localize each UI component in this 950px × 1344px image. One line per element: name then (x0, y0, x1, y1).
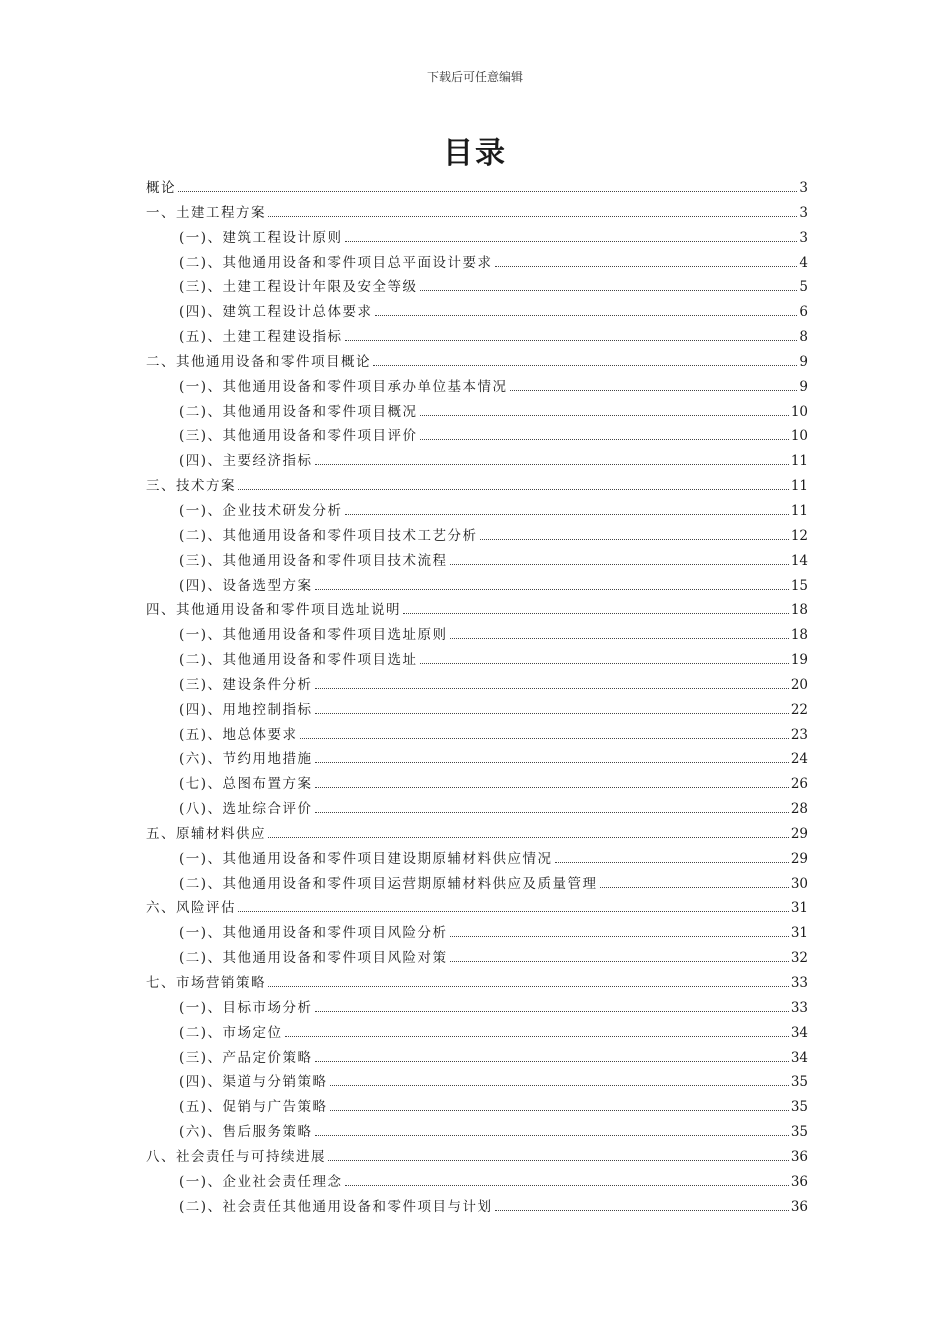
toc-entry[interactable] (146, 747, 808, 772)
toc-entry-label: (二)、其他通用设备和零件项目概况 (179, 403, 418, 420)
toc-dot-leader (345, 514, 789, 515)
toc-entry-label: (四)、主要经济指标 (179, 453, 313, 470)
toc-entry[interactable] (146, 648, 808, 673)
toc-dot-leader (315, 688, 789, 689)
toc-entry-page: 30 (790, 875, 808, 892)
toc-entry-label: (一)、企业社会责任理念 (179, 1173, 343, 1190)
toc-entry-label: (四)、建筑工程设计总体要求 (179, 304, 373, 321)
toc-entry-label: 二、其他通用设备和零件项目概论 (146, 353, 371, 370)
toc-entry-page: 34 (790, 1024, 808, 1041)
toc-entry-page: 3 (799, 180, 808, 196)
toc-entry-label: (三)、土建工程设计年限及安全等级 (179, 279, 418, 296)
toc-dot-leader (403, 613, 789, 614)
toc-dot-leader (450, 564, 789, 565)
toc-dot-leader (315, 589, 789, 590)
toc-dot-leader (450, 936, 789, 937)
toc-dot-leader (345, 241, 798, 242)
toc-entry-label: (四)、用地控制指标 (179, 701, 313, 718)
toc-dot-leader (315, 1135, 789, 1136)
toc-entry-page: 35 (790, 1124, 808, 1141)
toc-entry-label: (一)、其他通用设备和零件项目选址原则 (179, 627, 448, 644)
toc-entry[interactable] (146, 574, 808, 599)
toc-dot-leader (420, 290, 798, 291)
toc-entry-label: 五、原辅材料供应 (146, 825, 266, 842)
toc-entry[interactable] (146, 375, 808, 400)
toc-entry[interactable] (146, 1195, 808, 1220)
toc-entry-page: 3 (799, 204, 808, 221)
toc-entry-page: 10 (790, 403, 808, 420)
toc-entry-label: (三)、产品定价策略 (179, 1049, 313, 1066)
toc-entry-label: (一)、其他通用设备和零件项目风险分析 (179, 925, 448, 942)
toc-entry-page: 29 (790, 825, 808, 842)
toc-dot-leader (420, 439, 789, 440)
toc-entry[interactable] (146, 325, 808, 350)
toc-entry-page: 36 (790, 1148, 808, 1165)
toc-entry[interactable] (146, 946, 808, 971)
toc-entry-page: 18 (790, 602, 808, 619)
toc-entry[interactable] (146, 275, 808, 300)
toc-entry-label: (四)、设备选型方案 (179, 577, 313, 594)
toc-dot-leader (328, 1160, 789, 1161)
toc-entry-page: 19 (790, 652, 808, 669)
toc-entry[interactable] (146, 350, 808, 375)
toc-dot-leader (268, 837, 789, 838)
toc-dot-leader (345, 1185, 789, 1186)
toc-entry-page: 35 (790, 1074, 808, 1091)
toc-dot-leader (450, 961, 789, 962)
toc-entry[interactable] (146, 300, 808, 325)
page-header: 下载后可任意编辑 (426, 70, 523, 84)
toc-entry[interactable] (146, 772, 808, 797)
toc-entry[interactable] (146, 449, 808, 474)
toc-entry-page: 36 (790, 1173, 808, 1190)
toc-entry-page: 11 (790, 478, 808, 495)
toc-entry[interactable] (146, 524, 808, 549)
toc-dot-leader (315, 787, 789, 788)
toc-dot-leader (315, 713, 789, 714)
toc-entry[interactable] (146, 201, 808, 226)
toc-dot-leader (375, 315, 798, 316)
toc-dot-leader (238, 911, 789, 912)
toc-entry-page: 31 (790, 925, 808, 942)
toc-entry-label: 四、其他通用设备和零件项目选址说明 (146, 602, 401, 619)
toc-entry[interactable] (146, 499, 808, 524)
toc-entry-label: (二)、其他通用设备和零件项目总平面设计要求 (179, 254, 493, 271)
toc-entry[interactable] (146, 673, 808, 698)
toc-dot-leader (268, 216, 797, 217)
toc-entry-label: (一)、建筑工程设计原则 (179, 229, 343, 246)
toc-entry-page: 8 (799, 329, 808, 346)
toc-entry[interactable] (146, 971, 808, 996)
toc-dot-leader (315, 762, 789, 763)
toc-entry-label: (三)、其他通用设备和零件项目评价 (179, 428, 418, 445)
toc-entry-label: 八、社会责任与可持续进展 (146, 1148, 326, 1165)
toc-dot-leader (330, 1085, 789, 1086)
toc-dot-leader (285, 1036, 789, 1037)
toc-dot-leader (315, 1011, 789, 1012)
toc-entry-label: (五)、土建工程建设指标 (179, 329, 343, 346)
toc-entry-page: 31 (790, 900, 808, 917)
toc-entry[interactable] (146, 996, 808, 1021)
toc-entry-label: (三)、建设条件分析 (179, 676, 313, 693)
toc-entry-page: 11 (790, 453, 808, 470)
toc-dot-leader (510, 390, 798, 391)
toc-entry-label: (八)、选址综合评价 (179, 801, 313, 818)
toc-entry-label: (二)、市场定位 (179, 1024, 283, 1041)
toc-entry-page: 4 (799, 254, 808, 271)
table-of-contents (146, 176, 808, 1219)
toc-dot-leader (300, 738, 789, 739)
toc-dot-leader (268, 986, 789, 987)
toc-entry[interactable] (146, 1145, 808, 1170)
toc-entry-page: 26 (790, 776, 808, 793)
toc-entry[interactable] (146, 1070, 808, 1095)
toc-entry[interactable] (146, 797, 808, 822)
toc-dot-leader (555, 862, 789, 863)
toc-entry-page: 9 (799, 353, 808, 370)
toc-entry[interactable] (146, 723, 808, 748)
toc-dot-leader (330, 1110, 789, 1111)
toc-entry-label: (一)、其他通用设备和零件项目建设期原辅材料供应情况 (179, 850, 553, 867)
toc-entry[interactable] (146, 226, 808, 251)
toc-entry[interactable] (146, 176, 808, 201)
toc-entry-page: 10 (790, 428, 808, 445)
toc-entry[interactable] (146, 896, 808, 921)
toc-entry-page: 22 (790, 701, 808, 718)
toc-entry-page: 32 (790, 950, 808, 967)
toc-entry-label: 六、风险评估 (146, 900, 236, 917)
toc-entry-label: 一、土建工程方案 (146, 204, 266, 221)
toc-entry-label: (六)、节约用地措施 (179, 751, 313, 768)
toc-entry-label: (二)、其他通用设备和零件项目技术工艺分析 (179, 527, 478, 544)
toc-dot-leader (178, 191, 797, 192)
toc-entry[interactable] (146, 872, 808, 897)
toc-entry-page: 15 (790, 577, 808, 594)
toc-entry-label: (一)、其他通用设备和零件项目承办单位基本情况 (179, 378, 508, 395)
toc-dot-leader (420, 415, 789, 416)
toc-entry[interactable] (146, 1046, 808, 1071)
toc-entry-label: 三、技术方案 (146, 478, 236, 495)
toc-entry[interactable] (146, 822, 808, 847)
toc-dot-leader (495, 266, 798, 267)
toc-entry[interactable] (146, 698, 808, 723)
toc-entry[interactable] (146, 598, 808, 623)
toc-entry-page: 34 (790, 1049, 808, 1066)
toc-dot-leader (480, 539, 789, 540)
toc-entry[interactable] (146, 1170, 808, 1195)
toc-entry-page: 12 (790, 527, 808, 544)
toc-entry-page: 18 (790, 627, 808, 644)
toc-entry-page: 24 (790, 751, 808, 768)
toc-entry[interactable] (146, 474, 808, 499)
toc-entry[interactable] (146, 1095, 808, 1120)
toc-entry-page: 14 (790, 552, 808, 569)
toc-entry-label: (三)、其他通用设备和零件项目技术流程 (179, 552, 448, 569)
toc-entry-page: 5 (799, 279, 808, 296)
toc-entry-page: 35 (790, 1099, 808, 1116)
toc-entry-page: 33 (790, 999, 808, 1016)
toc-entry-label: (一)、企业技术研发分析 (179, 502, 343, 519)
toc-dot-leader (420, 663, 789, 664)
toc-entry[interactable] (146, 549, 808, 574)
toc-entry-page: 11 (790, 502, 808, 519)
toc-entry[interactable] (146, 1120, 808, 1145)
toc-entry[interactable] (146, 623, 808, 648)
toc-dot-leader (315, 1061, 789, 1062)
toc-entry-label: (二)、其他通用设备和零件项目选址 (179, 652, 418, 669)
toc-entry-page: 6 (799, 304, 808, 321)
toc-dot-leader (345, 340, 798, 341)
toc-entry-label: 概论 (146, 180, 176, 196)
toc-entry-page: 36 (790, 1198, 808, 1215)
toc-entry-page: 29 (790, 850, 808, 867)
toc-dot-leader (373, 365, 797, 366)
toc-entry[interactable] (146, 921, 808, 946)
toc-entry-label: (五)、地总体要求 (179, 726, 298, 743)
toc-entry-label: (二)、社会责任其他通用设备和零件项目与计划 (179, 1198, 493, 1215)
toc-entry[interactable] (146, 1021, 808, 1046)
toc-entry[interactable] (146, 424, 808, 449)
toc-dot-leader (315, 812, 789, 813)
page-title: 目录 (443, 136, 507, 171)
toc-entry[interactable] (146, 847, 808, 872)
toc-entry-label: (六)、售后服务策略 (179, 1124, 313, 1141)
toc-entry-page: 9 (799, 378, 808, 395)
toc-entry-label: (二)、其他通用设备和零件项目运营期原辅材料供应及质量管理 (179, 875, 598, 892)
toc-dot-leader (495, 1210, 789, 1211)
toc-entry-page: 33 (790, 975, 808, 991)
toc-entry-label: (一)、目标市场分析 (179, 999, 313, 1016)
toc-entry-label: (五)、促销与广告策略 (179, 1099, 328, 1116)
toc-entry-page: 23 (790, 726, 808, 743)
toc-entry[interactable] (146, 400, 808, 425)
toc-dot-leader (315, 464, 789, 465)
toc-entry-label: 七、市场营销策略 (146, 975, 266, 991)
toc-dot-leader (450, 638, 789, 639)
toc-entry-page: 3 (799, 229, 808, 246)
toc-entry-label: (七)、总图布置方案 (179, 776, 313, 793)
toc-entry-page: 20 (790, 676, 808, 693)
toc-entry[interactable] (146, 251, 808, 276)
toc-entry-label: (四)、渠道与分销策略 (179, 1074, 328, 1091)
toc-dot-leader (238, 489, 789, 490)
toc-entry-page: 28 (790, 801, 808, 818)
toc-entry-label: (二)、其他通用设备和零件项目风险对策 (179, 950, 448, 967)
toc-dot-leader (600, 887, 789, 888)
